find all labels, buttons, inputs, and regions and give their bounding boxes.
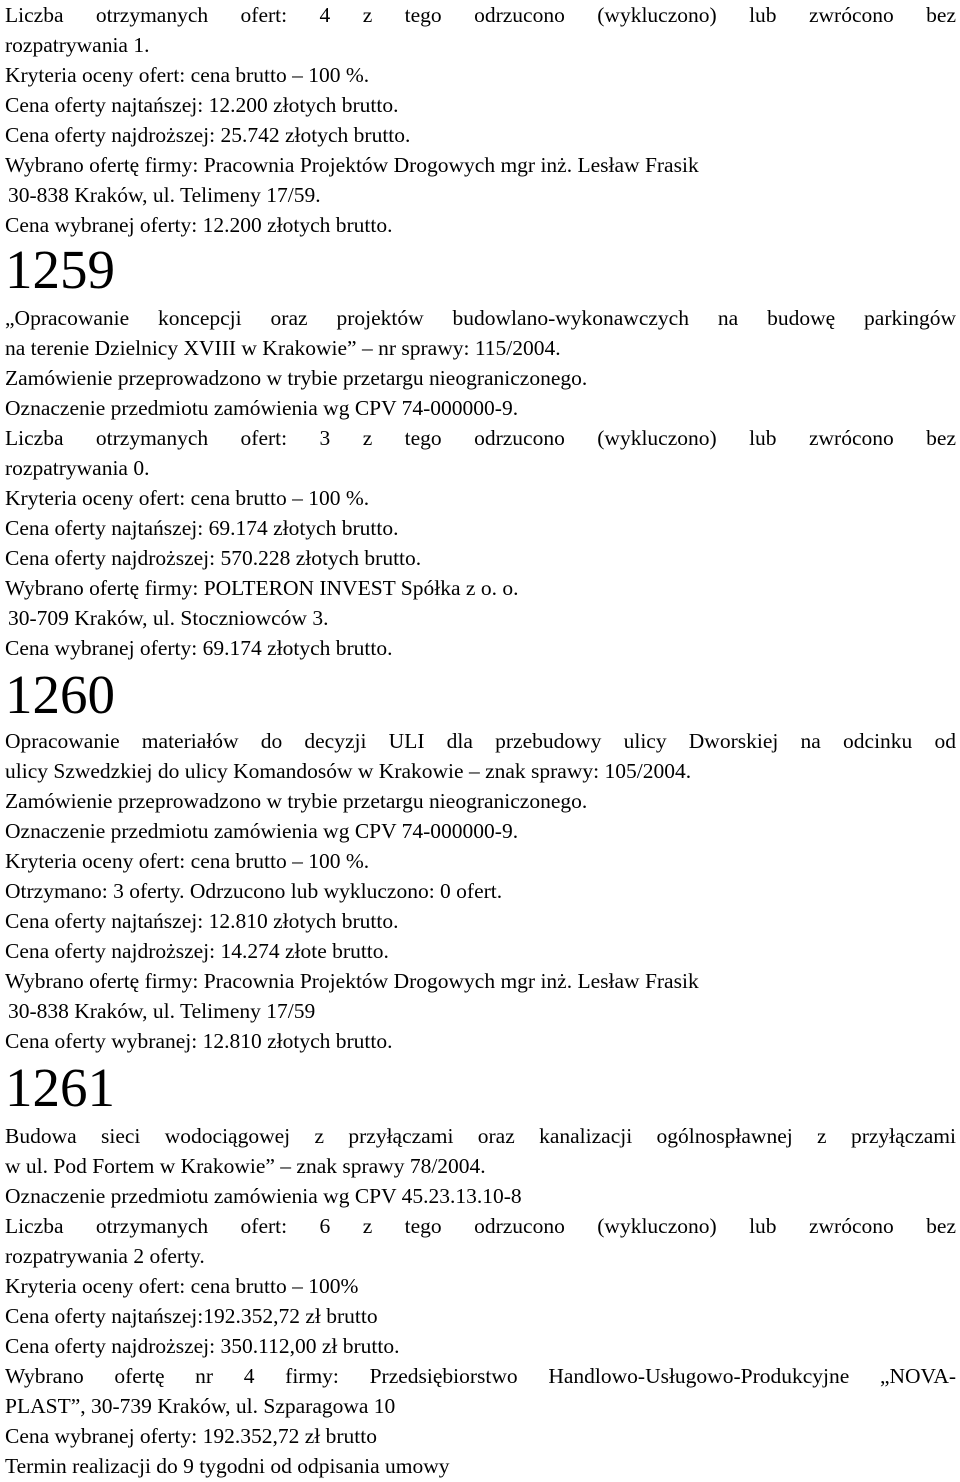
text-line: Cena oferty najtańszej: 69.174 złotych brutto. (5, 516, 399, 540)
section-number: 1261 (5, 1057, 115, 1118)
text-line: Termin realizacji do 9 tygodni od odpisania umowy (5, 1454, 450, 1478)
text-line: Kryteria oceny ofert: cena brutto – 100 %. (5, 849, 370, 873)
text-line: Wybrano ofertę firmy: POLTERON INVEST Spółka z o. o. (5, 576, 519, 600)
text-line: Cena wybranej oferty: 12.200 złotych brutto. (5, 213, 393, 237)
text-line: PLAST”, 30-739 Kraków, ul. Szparagowa 10 (5, 1394, 396, 1418)
text-line: Cena oferty najdroższej: 14.274 złote brutto. (5, 939, 389, 963)
text-line: 30-709 Kraków, ul. Stoczniowców 3. (8, 606, 329, 630)
text-line: Opracowanie materiałów do decyzji ULI dla przebudowy ulicy Dworskiej na odcinku od (5, 729, 956, 753)
text-line: Wybrano ofertę nr 4 firmy: Przedsiębiorstwo Handlowo-Usługowo-Produkcyjne „NOVA- (5, 1364, 956, 1388)
text-line: 30-838 Kraków, ul. Telimeny 17/59. (8, 183, 321, 207)
text-line: Cena oferty najdroższej: 25.742 złotych brutto. (5, 123, 411, 147)
text-line: Cena oferty najdroższej: 570.228 złotych brutto. (5, 546, 422, 570)
text-line: rozpatrywania 2 oferty. (5, 1244, 205, 1268)
section-number: 1260 (5, 664, 115, 725)
text-line: Cena oferty wybranej: 12.810 złotych brutto. (5, 1029, 393, 1053)
text-line: Cena oferty najtańszej: 12.200 złotych brutto. (5, 93, 399, 117)
text-line: Cena oferty najdroższej: 350.112,00 zł brutto. (5, 1334, 400, 1358)
text-line: Oznaczenie przedmiotu zamówienia wg CPV 74-000000-9. (5, 819, 519, 843)
text-line: Liczba otrzymanych ofert: 3 z tego odrzucono (wykluczono) lub zwrócono bez (5, 426, 956, 450)
text-line: Cena oferty najtańszej: 12.810 złotych brutto. (5, 909, 399, 933)
text-line: Otrzymano: 3 oferty. Odrzucono lub wykluczono: 0 ofert. (5, 879, 503, 903)
text-line: 30-838 Kraków, ul. Telimeny 17/59 (8, 999, 316, 1023)
text-line: Kryteria oceny ofert: cena brutto – 100% (5, 1274, 359, 1298)
section-number: 1259 (5, 239, 115, 300)
text-line: Oznaczenie przedmiotu zamówienia wg CPV 74-000000-9. (5, 396, 519, 420)
text-line: Budowa sieci wodociągowej z przyłączami oraz kanalizacji ogólnospławnej z przyłączami (5, 1124, 956, 1148)
text-line: Cena wybranej oferty: 69.174 złotych brutto. (5, 636, 393, 660)
text-line: Liczba otrzymanych ofert: 4 z tego odrzucono (wykluczono) lub zwrócono bez (5, 3, 956, 27)
text-line: Liczba otrzymanych ofert: 6 z tego odrzucono (wykluczono) lub zwrócono bez (5, 1214, 956, 1238)
text-line: na terenie Dzielnicy XVIII w Krakowie” – nr sprawy: 115/2004. (5, 336, 561, 360)
text-line: Cena oferty najtańszej:192.352,72 zł brutto (5, 1304, 378, 1328)
text-line: rozpatrywania 0. (5, 456, 150, 480)
text-line: Wybrano ofertę firmy: Pracownia Projektów Drogowych mgr inż. Lesław Frasik (5, 969, 699, 993)
text-line: ulicy Szwedzkiej do ulicy Komandosów w Krakowie – znak sprawy: 105/2004. (5, 759, 692, 783)
text-line: Kryteria oceny ofert: cena brutto – 100 %. (5, 63, 370, 87)
text-line: w ul. Pod Fortem w Krakowie” – znak sprawy 78/2004. (5, 1154, 486, 1178)
text-line: „Opracowanie koncepcji oraz projektów budowlano-wykonawczych na budowę parkingów (5, 306, 956, 330)
text-line: rozpatrywania 1. (5, 33, 150, 57)
text-line: Oznaczenie przedmiotu zamówienia wg CPV 45.23.13.10-8 (5, 1184, 522, 1208)
text-line: Zamówienie przeprowadzono w trybie przetargu nieograniczonego. (5, 366, 588, 390)
text-line: Kryteria oceny ofert: cena brutto – 100 %. (5, 486, 370, 510)
text-line: Wybrano ofertę firmy: Pracownia Projektów Drogowych mgr inż. Lesław Frasik (5, 153, 699, 177)
text-line: Cena wybranej oferty: 192.352,72 zł brutto (5, 1424, 377, 1448)
text-line: Zamówienie przeprowadzono w trybie przetargu nieograniczonego. (5, 789, 588, 813)
